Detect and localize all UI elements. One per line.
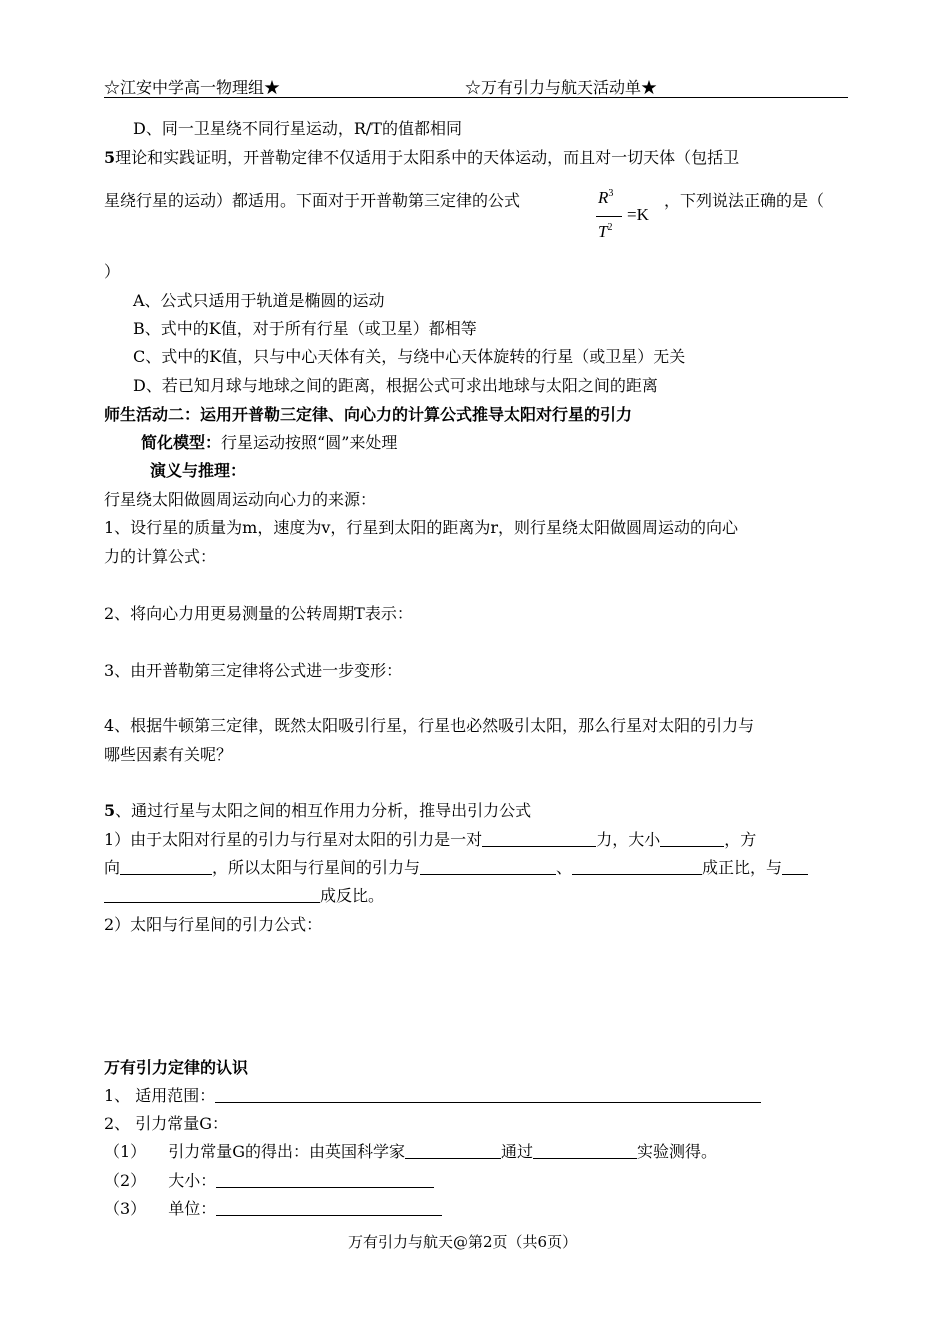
law-sub-2-num: （2）: [104, 1171, 147, 1190]
step-3: 3、由开普勒第三定律将公式进一步变形：: [104, 661, 403, 680]
law-sub-3: [104, 1199, 442, 1219]
question-5-line1: [104, 148, 739, 168]
law-sub-1-end: 实验测得。: [637, 1142, 718, 1161]
law-sub-1: [104, 1142, 717, 1162]
law-sub-1-text: 引力常量G的得出：由英国科学家: [168, 1142, 405, 1161]
formula-fraction-bar: [596, 216, 622, 217]
reasoning-label: 演义与推理：: [150, 461, 247, 480]
blank-inverse[interactable]: [104, 886, 320, 903]
step-1-line2: 力的计算公式：: [104, 547, 217, 566]
model-text: 行星运动按照“圆”来处理: [221, 433, 398, 452]
step-5-sub1-line2: [104, 858, 808, 878]
law-sub-2: [104, 1171, 434, 1191]
header-rule: [104, 97, 848, 98]
step-5-sub1-line3: [104, 886, 384, 906]
option-c: C、式中的K值，只与中心天体有关，与绕中心天体旋转的行星（或卫星）无关: [133, 347, 686, 366]
step-5-title: [104, 801, 531, 821]
force-source: 行星绕太阳做圆周运动向心力的来源：: [104, 490, 377, 509]
step-2: 2、将向心力用更易测量的公转周期T表示：: [104, 604, 413, 623]
s5-1c: ，方: [724, 830, 757, 849]
question-5-line2-before: 星绕行星的运动）都适用。下面对于开普勒第三定律的公式: [104, 191, 521, 210]
step-5-number: 5: [104, 801, 116, 820]
header-right: ☆万有引力与航天活动单★: [465, 78, 658, 97]
law-item-2: 2、 引力常量G：: [104, 1114, 229, 1133]
blank-direction[interactable]: [120, 858, 212, 875]
model-label: 简化模型：: [141, 433, 222, 452]
law-sub-1-mid: 通过: [500, 1142, 533, 1161]
option-a: A、公式只适用于轨道是椭圆的运动: [133, 291, 385, 310]
s5-2a: 向: [104, 858, 121, 877]
step-5-text: 、通过行星与太阳之间的相互作用力分析，推导出引力公式: [115, 801, 532, 820]
law-item-1-label: 1、 适用范围：: [104, 1086, 216, 1105]
s5-2d: 成正比，与: [702, 858, 783, 877]
blank-experiment[interactable]: [533, 1142, 637, 1159]
blank-magnitude-g[interactable]: [216, 1171, 434, 1188]
blank-unit-g[interactable]: [216, 1199, 442, 1216]
option-d: D、若已知月球与地球之间的距离，根据公式可求出地球与太阳之间的距离: [133, 376, 658, 395]
s5-3: 成反比。: [320, 886, 385, 905]
s5-2c: 、: [556, 858, 573, 877]
law-sub-2-text: 大小：: [168, 1171, 217, 1190]
formula-numerator: $R^3$: [598, 188, 614, 207]
page-footer: 万有引力与航天@第2页（共6页）: [348, 1233, 578, 1251]
model-line: [141, 433, 397, 453]
question-5-line2-after: ，下列说法正确的是（: [664, 191, 825, 210]
law-sub-3-text: 单位：: [168, 1199, 217, 1218]
blank-scientist[interactable]: [405, 1142, 501, 1159]
law-item-1: [104, 1086, 761, 1106]
blank-inverse-start[interactable]: [782, 858, 808, 875]
step-1-line1: 1、设行星的质量为m，速度为v，行星到太阳的距离为r，则行星绕太阳做圆周运动的向心: [104, 518, 739, 537]
s5-1b: 力，大小: [596, 830, 661, 849]
question-5-text: 理论和实践证明，开普勒定律不仅适用于太阳系中的天体运动，而且对一切天体（包括卫: [115, 148, 740, 167]
question-5-number: 5: [104, 148, 116, 167]
blank-scope[interactable]: [215, 1086, 761, 1103]
step-5-sub2: 2）太阳与行星间的引力公式：: [104, 915, 323, 934]
header-left: ☆江安中学高一物理组★: [104, 78, 281, 97]
blank-magnitude[interactable]: [660, 830, 724, 847]
blank-proportional-1[interactable]: [420, 858, 556, 875]
option-b: B、式中的K值，对于所有行星（或卫星）都相等: [133, 319, 477, 338]
law-title: 万有引力定律的认识: [104, 1058, 249, 1077]
blank-proportional-2[interactable]: [572, 858, 702, 875]
formula-denominator: $T^2$: [598, 222, 613, 241]
step-4-line1: 4、根据牛顿第三定律，既然太阳吸引行星，行星也必然吸引太阳，那么行星对太阳的引力与: [104, 716, 755, 735]
blank-force-type[interactable]: [482, 830, 596, 847]
step-4-line2: 哪些因素有关呢？: [104, 745, 233, 764]
option-prev-d: D、同一卫星绕不同行星运动，R/T的值都相同: [133, 119, 462, 138]
s5-2b: ，所以太阳与行星间的引力与: [212, 858, 421, 877]
formula-equals-k: =K: [627, 205, 649, 224]
step-5-sub1-line1: [104, 830, 756, 850]
law-sub-3-num: （3）: [104, 1199, 147, 1218]
law-sub-1-num: （1）: [104, 1142, 147, 1161]
s5-1a: 1）由于太阳对行星的引力与行星对太阳的引力是一对: [104, 830, 483, 849]
question-5-paren-close: ）: [104, 262, 121, 281]
activity-2-title: 师生活动二：运用开普勒三定律、向心力的计算公式推导太阳对行星的引力: [104, 405, 633, 424]
